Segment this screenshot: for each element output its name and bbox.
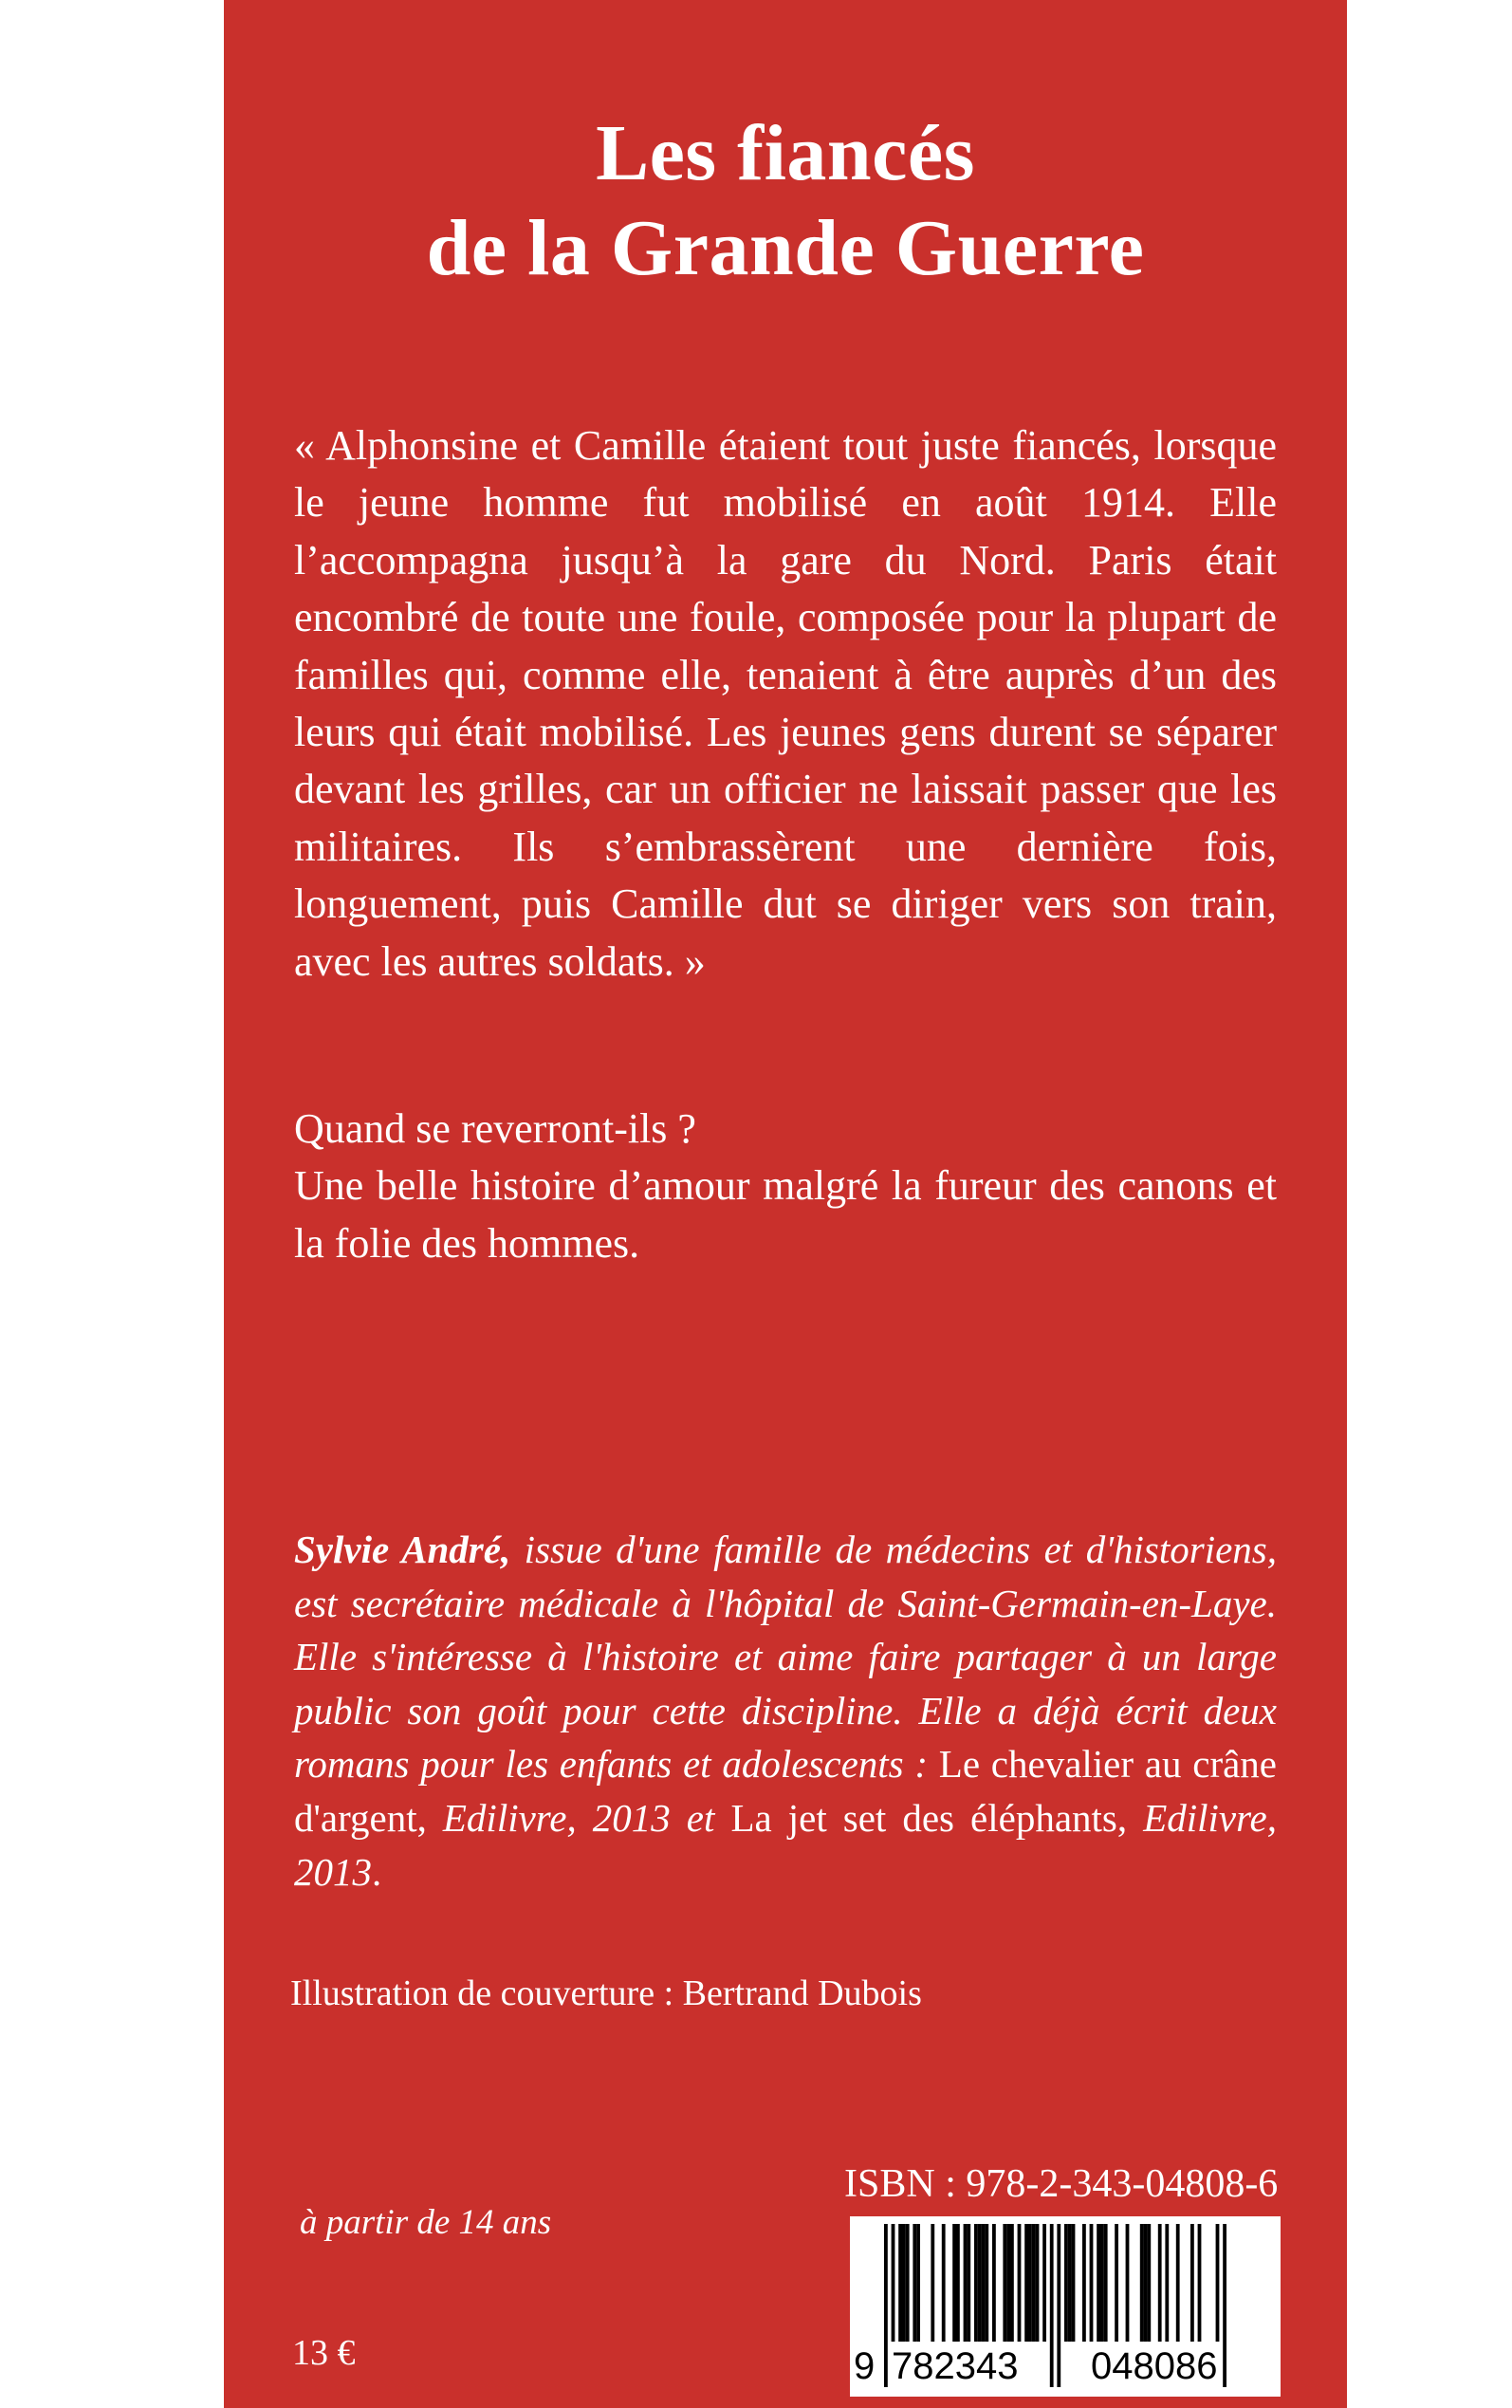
barcode-bar (931, 2224, 934, 2342)
back-cover (224, 0, 1347, 2408)
barcode-bar (1010, 2224, 1014, 2342)
barcode-bar (1165, 2224, 1169, 2342)
bio-text: issue d'une famille de médecins et d'historiens, est secrétaire médicale à l'hôpital de Saint-Germain-en-Laye. Elle s'intéresse à l'histoire et aime faire partager à un large public son goût pour cette discipline. Elle a déjà écrit deux romans pour les enfants et adolescents : (294, 1528, 1277, 1787)
barcode-bar (898, 2224, 902, 2342)
barcode-first-digit: 9 (850, 2342, 878, 2391)
title-line-2: de la Grande Guerre (426, 204, 1145, 292)
barcode-bar (1104, 2224, 1108, 2342)
question-text: Quand se reverront-ils ? (294, 1105, 696, 1152)
book-title-2: La jet set des éléphants, (714, 1795, 1128, 1840)
barcode-bar (1100, 2224, 1104, 2342)
barcode-bar (978, 2224, 982, 2342)
price: 13 € (292, 2333, 356, 2373)
teaser-text: Une belle histoire d’amour malgré la fureur des canons et la folie des hommes. (294, 1162, 1277, 1267)
quote-text: « Alphonsine et Camille étaient tout juste fiancés, lorsque le jeune homme fut mobilisé en août 1914. Elle l’accompagna jusqu’à la gare du Nord. Paris était encombré de toute une foule, composée pour la plupart de familles qui, comme elle, tenaient à être auprès d’un des leurs qui était mobilisé. Les jeunes gens durent se séparer devant les grilles, car un officier ne laissait passer que les militaires. Ils s’embrassèrent une dernière fois, longuement, puis Camille dut se diriger vers son train, avec les autres soldats. » (294, 422, 1277, 985)
barcode-bar (1198, 2224, 1202, 2342)
book-title-1: Le chevalier au crâne d'argent, (294, 1742, 1277, 1840)
barcode-bar (952, 2224, 956, 2342)
barcode-bar (982, 2224, 986, 2342)
barcode-bar (964, 2224, 968, 2342)
barcode-bar (1032, 2224, 1036, 2342)
title-line-1: Les fiancés (596, 109, 975, 197)
barcode-bar (1003, 2224, 1006, 2342)
barcode-bar (1042, 2224, 1046, 2342)
barcode-right-digits: 048086 (1087, 2342, 1221, 2391)
isbn-label: ISBN : 978-2-343-04808-6 (844, 2162, 1279, 2206)
barcode-bar (913, 2224, 916, 2342)
barcode-bar (916, 2224, 920, 2342)
barcode-bar (1006, 2224, 1010, 2342)
barcode-bar (1018, 2224, 1022, 2342)
bio-end: . (372, 1849, 382, 1894)
barcode-bar (1028, 2224, 1032, 2342)
barcode-bar (1090, 2224, 1094, 2342)
barcode-bar (1190, 2224, 1194, 2342)
illustration-credit: Illustration de couverture : Bertrand Dubois (290, 1973, 922, 2013)
barcode-bar (1115, 2224, 1118, 2342)
barcode-bar (1024, 2224, 1028, 2342)
barcode-bar (1158, 2224, 1162, 2342)
barcode-left-digits: 782343 (888, 2342, 1022, 2391)
barcode-bar (992, 2224, 996, 2342)
age-range: à partir de 14 ans (300, 2203, 552, 2242)
barcode-bar (902, 2224, 906, 2342)
barcode-bar (1036, 2224, 1040, 2342)
barcode-bar (1140, 2224, 1144, 2342)
barcode-bar (1082, 2224, 1086, 2342)
blurb-question-block (294, 1101, 1277, 1272)
barcode-bar (967, 2224, 970, 2342)
barcode-digits (850, 2342, 1281, 2391)
barcode-bar (1064, 2224, 1068, 2342)
barcode (850, 2216, 1281, 2397)
barcode-bar (1097, 2224, 1100, 2342)
author-bio (294, 1523, 1277, 1899)
publisher-2: Edilivre, 2013 (294, 1795, 1277, 1894)
barcode-bar (1147, 2224, 1151, 2342)
barcode-bar (1068, 2224, 1072, 2342)
barcode-bar (974, 2224, 978, 2342)
author-name: Sylvie André, (294, 1528, 511, 1571)
barcode-bar (942, 2224, 946, 2342)
barcode-bar (1126, 2224, 1130, 2342)
blurb-quote (294, 417, 1277, 991)
barcode-bar (985, 2224, 988, 2342)
barcode-bar (1072, 2224, 1076, 2342)
barcode-bar (1144, 2224, 1148, 2342)
barcode-bar (906, 2224, 910, 2342)
publisher-1: Edilivre, 2013 et (426, 1795, 715, 1840)
barcode-bar (1176, 2224, 1180, 2342)
barcode-bar (956, 2224, 960, 2342)
